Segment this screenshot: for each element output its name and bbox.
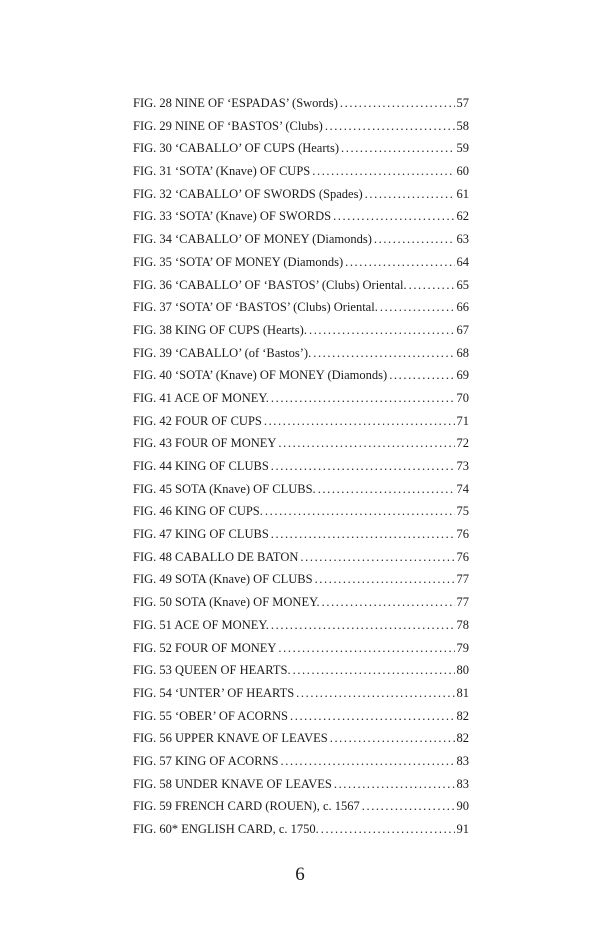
dot-leader (309, 319, 455, 342)
toc-entry (133, 659, 469, 682)
toc-entry-label: FIG. 31 ‘SOTA’ (Knave) OF CUPS (133, 164, 311, 179)
dot-leader (409, 274, 455, 297)
toc-entry-page: 64 (456, 254, 469, 269)
dot-leader (271, 523, 455, 546)
toc-entry-page: 77 (456, 595, 469, 610)
toc-entry-label: FIG. 50 SOTA (Knave) OF MONEY. (133, 595, 320, 610)
toc-entry-page: 76 (456, 549, 469, 564)
toc-entry (133, 773, 469, 796)
toc-entry (133, 364, 469, 387)
toc-entry-label: FIG. 60* ENGLISH CARD, c. 1750. (133, 822, 319, 836)
toc-entry-page: 66 (456, 300, 469, 315)
toc-entry (133, 205, 469, 228)
toc-entry (133, 795, 469, 818)
toc-entry-label: FIG. 35 ‘SOTA’ OF MONEY (Diamonds) (133, 254, 344, 269)
toc-entry-label: FIG. 40 ‘SOTA’ (Knave) OF MONEY (Diamonds) (133, 368, 388, 383)
dot-leader (300, 546, 454, 569)
toc-entry-page: 82 (456, 708, 469, 723)
toc-entry-label: FIG. 54 ‘UNTER’ OF HEARTS (133, 685, 295, 700)
dot-leader (271, 455, 455, 478)
toc-entry (133, 818, 469, 841)
dot-leader (315, 568, 455, 591)
toc-entry (133, 478, 469, 501)
dot-leader (345, 251, 454, 274)
toc-entry-page: 73 (456, 459, 469, 473)
toc-entry-page: 69 (456, 368, 469, 383)
dot-leader (325, 115, 455, 138)
toc-entry-label: FIG. 37 ‘SOTA’ OF ‘BASTOS’ (Clubs) Oriental. (133, 300, 378, 315)
toc-entry (133, 115, 469, 138)
toc-entry (133, 160, 469, 183)
toc-entry-label: FIG. 42 FOUR OF CUPS (133, 413, 262, 428)
dot-leader (281, 750, 455, 773)
dot-leader (334, 773, 455, 796)
toc-entry-page: 90 (456, 799, 469, 814)
toc-entry-page: 82 (456, 731, 469, 746)
toc-entry (133, 614, 469, 637)
toc-entry (133, 455, 469, 478)
toc-entry-page: 62 (456, 209, 469, 224)
toc-entry (133, 251, 469, 274)
toc-entry-page: 83 (456, 776, 469, 791)
dot-leader (271, 387, 455, 410)
toc-entry-page: 67 (456, 322, 469, 337)
toc-entry-page: 74 (456, 481, 469, 496)
toc-entry (133, 296, 469, 319)
toc-entry-label: FIG. 28 NINE OF ‘ESPADAS’ (Swords) (133, 96, 338, 110)
toc-entry (133, 546, 469, 569)
dot-leader (321, 818, 455, 841)
toc-entry-page: 70 (456, 390, 469, 405)
toc-entry (133, 705, 469, 728)
toc-entry-label: FIG. 33 ‘SOTA’ (Knave) OF SWORDS (133, 209, 332, 224)
toc-entry (133, 591, 469, 614)
toc-entry-page: 80 (456, 663, 469, 678)
toc-entry (133, 228, 469, 251)
toc-entry-page: 71 (456, 413, 469, 428)
toc-entry-label: FIG. 49 SOTA (Knave) OF CLUBS (133, 572, 313, 587)
toc-entry-label: FIG. 48 CABALLO DE BATON (133, 549, 299, 564)
dot-leader (318, 478, 455, 501)
toc-entry-page: 81 (456, 685, 469, 700)
toc-entry-label: FIG. 52 FOUR OF MONEY (133, 640, 277, 655)
toc-entry (133, 568, 469, 591)
toc-entry-label: FIG. 53 QUEEN OF HEARTS. (133, 663, 291, 678)
table-of-figures (133, 92, 469, 841)
toc-entry-page: 60 (456, 164, 469, 179)
toc-entry-page: 76 (456, 527, 469, 542)
toc-entry-label: FIG. 55 ‘OBER’ OF ACORNS (133, 708, 288, 723)
dot-leader (265, 500, 455, 523)
toc-entry-label: FIG. 47 KING OF CLUBS (133, 527, 269, 542)
toc-entry-page: 78 (456, 617, 469, 632)
toc-entry (133, 137, 469, 160)
dot-leader (264, 410, 455, 433)
toc-entry-label: FIG. 56 UPPER KNAVE OF LEAVES (133, 731, 328, 746)
dot-leader (271, 614, 455, 637)
toc-entry-page: 79 (456, 640, 469, 655)
toc-entry-label: FIG. 29 NINE OF ‘BASTOS’ (Clubs) (133, 118, 323, 133)
toc-entry-label: FIG. 58 UNDER KNAVE OF LEAVES (133, 776, 332, 791)
toc-entry-page: 83 (456, 753, 469, 768)
toc-entry (133, 500, 469, 523)
toc-entry-label: FIG. 36 ‘CABALLO’ OF ‘BASTOS’ (Clubs) Oriental. (133, 277, 407, 292)
dot-leader (313, 342, 454, 365)
dot-leader (290, 705, 455, 728)
dot-leader (362, 795, 455, 818)
toc-entry-label: FIG. 38 KING OF CUPS (Hearts). (133, 322, 307, 337)
toc-entry (133, 410, 469, 433)
toc-entry (133, 387, 469, 410)
toc-entry-label: FIG. 57 KING OF ACORNS (133, 753, 279, 768)
toc-entry-label: FIG. 46 KING OF CUPS. (133, 504, 263, 519)
toc-entry-page: 58 (456, 118, 469, 133)
toc-entry (133, 183, 469, 206)
dot-leader (333, 205, 454, 228)
toc-entry (133, 432, 469, 455)
toc-entry-label: FIG. 41 ACE OF MONEY. (133, 390, 269, 405)
toc-entry-label: FIG. 39 ‘CABALLO’ (of ‘Bastos’). (133, 345, 312, 360)
toc-entry (133, 319, 469, 342)
toc-entry-page: 65 (456, 277, 469, 292)
toc-entry-label: FIG. 32 ‘CABALLO’ OF SWORDS (Spades) (133, 186, 363, 201)
toc-entry (133, 342, 469, 365)
dot-leader (389, 364, 454, 387)
dot-leader (322, 591, 455, 614)
page-number: 6 (295, 864, 305, 885)
toc-entry (133, 682, 469, 705)
toc-entry-label: FIG. 51 ACE OF MONEY. (133, 617, 269, 632)
toc-entry-page: 63 (456, 232, 469, 247)
toc-entry-page: 68 (456, 345, 469, 360)
toc-entry (133, 637, 469, 660)
toc-entry-label: FIG. 45 SOTA (Knave) OF CLUBS. (133, 481, 316, 496)
toc-entry-page: 77 (456, 572, 469, 587)
toc-entry-page: 75 (456, 504, 469, 519)
dot-leader (278, 637, 454, 660)
dot-leader (330, 727, 455, 750)
toc-entry-label: FIG. 59 FRENCH CARD (ROUEN), c. 1567 (133, 799, 360, 814)
dot-leader (296, 682, 454, 705)
dot-leader (380, 296, 455, 319)
toc-entry (133, 523, 469, 546)
dot-leader (293, 659, 455, 682)
dot-leader (278, 432, 454, 455)
dot-leader (365, 183, 455, 206)
toc-entry (133, 92, 469, 115)
toc-entry (133, 274, 469, 297)
dot-leader (374, 228, 455, 251)
dot-leader (340, 92, 455, 115)
toc-entry-page: 57 (456, 96, 469, 110)
toc-entry-page: 72 (456, 436, 469, 451)
toc-entry-label: FIG. 44 KING OF CLUBS (133, 459, 269, 473)
toc-entry-page: 61 (456, 186, 469, 201)
dot-leader (312, 160, 454, 183)
toc-entry-page: 91 (456, 822, 469, 836)
toc-entry-page: 59 (456, 141, 469, 156)
toc-entry-label: FIG. 43 FOUR OF MONEY (133, 436, 277, 451)
toc-entry (133, 727, 469, 750)
toc-entry-label: FIG. 34 ‘CABALLO’ OF MONEY (Diamonds) (133, 232, 372, 247)
toc-entry-label: FIG. 30 ‘CABALLO’ OF CUPS (Hearts) (133, 141, 340, 156)
toc-entry (133, 750, 469, 773)
dot-leader (341, 137, 454, 160)
